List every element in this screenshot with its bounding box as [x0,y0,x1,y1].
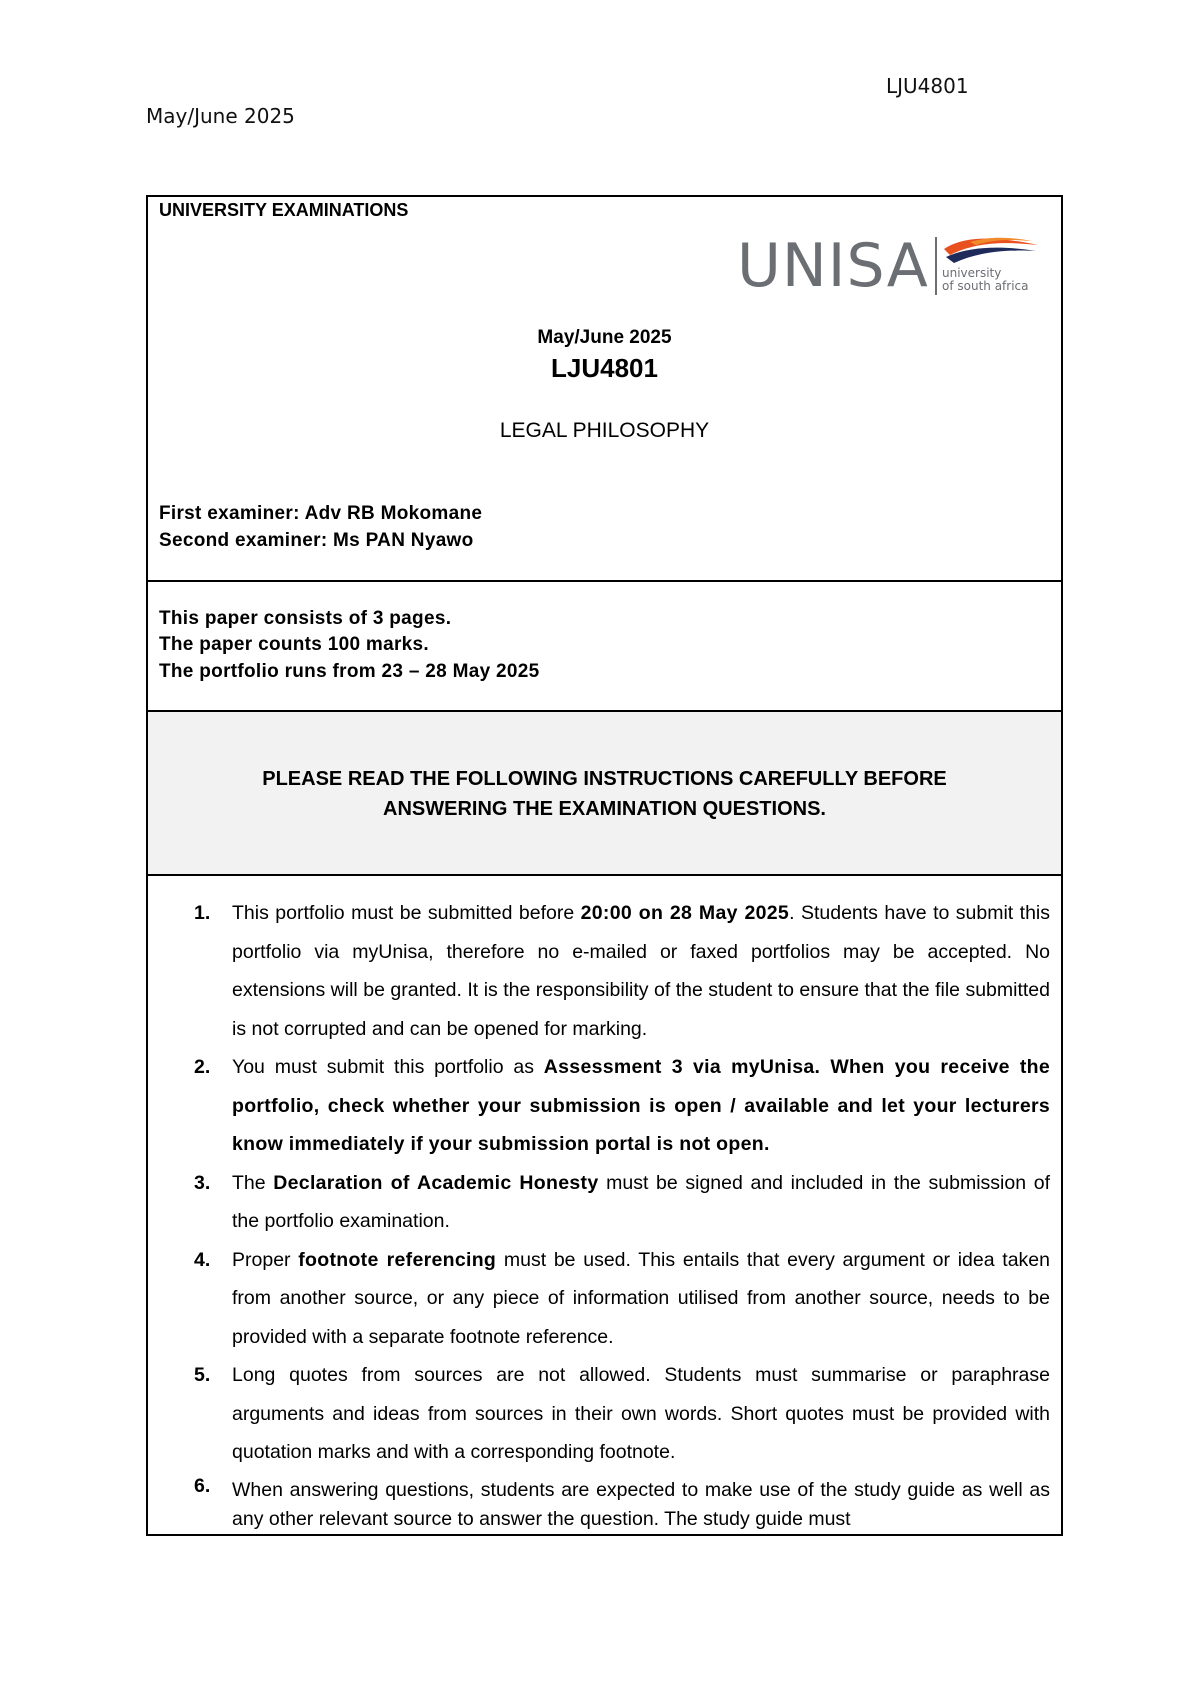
second-examiner: Second examiner: Ms PAN Nyawo [159,530,474,551]
instruction-text: . Students have to submit this portfolio via myUnisa, therefore no e-mailed or faxed portfolios may be accepted. No extensions will be granted. It is the responsibility of the student to ensure that the file submitted is not corrupted and can be opened for marking. [232,902,1051,1040]
logo-subtitle [942,267,1029,293]
instruction-text: You must submit this portfolio as [232,1056,544,1078]
instruction-emphasis: Assessment 3 via myUnisa. When you receive the portfolio, check whether your submission is open / available and let your lecturers know immediately if your submission portal is not open. [232,1056,1050,1155]
page-header-code: LJU4801 [886,74,969,98]
paper-info-section [148,582,1061,712]
instruction-item [194,894,1050,1048]
course-title: LEGAL PHILOSOPHY [499,419,710,442]
cover-date: May/June 2025 [537,327,672,348]
notice-line-1: PLEASE READ THE FOLLOWING INSTRUCTIONS CAREFULLY BEFORE [262,768,947,790]
instruction-text: The [232,1171,274,1194]
logo-wordmark: UNISA [737,231,929,301]
instruction-emphasis: Declaration of Academic Honesty [273,1171,599,1194]
first-examiner: First examiner: Adv RB Mokomane [159,503,483,524]
cover-section [148,197,1061,582]
instructions-section [148,876,1061,1534]
instruction-number: 2. [194,1056,211,1078]
page-header-date: May/June 2025 [146,104,295,128]
course-code: LJU4801 [551,353,658,383]
logo-swoosh-icon [940,233,1040,265]
notice-line-2: ANSWERING THE EXAMINATION QUESTIONS. [383,798,826,820]
instruction-emphasis: footnote referencing [298,1248,497,1271]
notice-section [148,712,1061,876]
instructions-list [194,894,1050,1534]
page-count-text: This paper consists of 3 pages. [159,608,452,629]
unisa-logo [737,233,1047,303]
instruction-item [194,1164,1050,1241]
exam-cover-frame [146,195,1063,1536]
instruction-number: 4. [194,1248,211,1271]
instruction-text: must be used. This entails that every argument or idea taken from another source, or any piece of information utilised from another source, needs to be provided with a separate footnote reference. [232,1248,1050,1348]
instruction-item [194,1472,1050,1534]
instruction-item [194,1048,1050,1164]
instruction-number: 6. [194,1474,211,1497]
logo-sub-line1: university [942,266,1002,280]
logo-sub-line2: of south africa [942,279,1029,293]
instructions-notice [148,764,1061,824]
instruction-text: This portfolio must be submitted before [232,902,581,924]
instruction-text: When answering questions, students are expected to make use of the study guide as well as any other relevant source to answer the question. The study guide must [232,1478,1050,1530]
instruction-number: 1. [194,902,211,924]
marks-text: The paper counts 100 marks. [159,634,429,655]
instruction-number: 5. [194,1364,211,1386]
instruction-emphasis: 20:00 on 28 May 2025 [580,902,790,924]
university-examinations-label: UNIVERSITY EXAMINATIONS [159,200,409,220]
instruction-text: Long quotes from sources are not allowed. Students must summarise or paraphrase arguments and ideas from sources in their own words. Short quotes must be provided with quotation marks and with a corresponding footnote. [232,1364,1050,1463]
instruction-text: Proper [232,1248,299,1271]
instruction-number: 3. [194,1171,211,1194]
instruction-item [194,1356,1050,1472]
instruction-text: must be signed and included in the submission of the portfolio examination. [232,1171,1050,1232]
instruction-item [194,1241,1050,1357]
portfolio-dates-text: The portfolio runs from 23 – 28 May 2025 [159,661,540,682]
logo-divider [935,237,937,295]
